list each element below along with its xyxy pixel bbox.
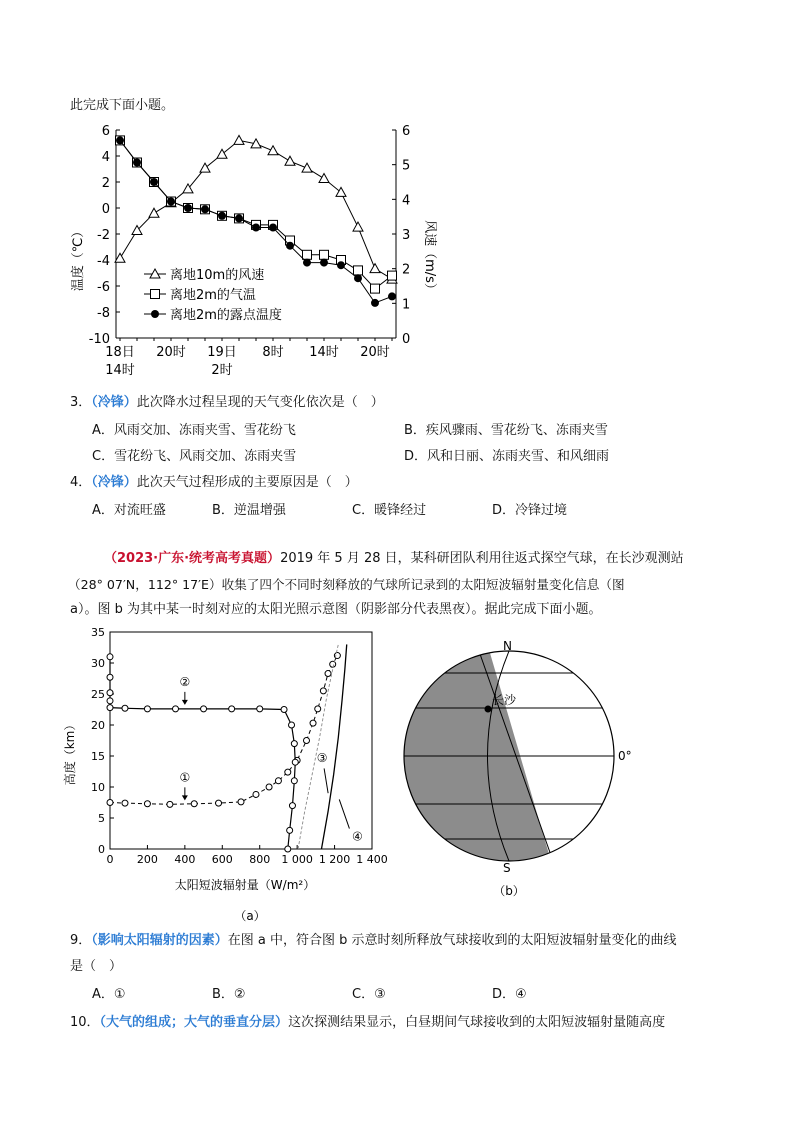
y-tick-label-right: 0 <box>402 332 411 347</box>
label-arrow <box>324 768 328 793</box>
curve-label: ② <box>179 674 191 689</box>
legend-label-temp: 离地2m的气温 <box>170 288 256 303</box>
y-tick-label-left: -10 <box>88 332 110 347</box>
q3-stem: 此次降水过程呈现的天气变化依次是（ ） <box>136 395 384 410</box>
x-tick-label: 400 <box>174 853 196 866</box>
x-tick-label: 20时 <box>360 345 390 360</box>
q4-option-b[interactable]: B．逆温增强 <box>212 503 286 518</box>
label-arrow <box>339 799 349 828</box>
dew-point <box>167 198 175 206</box>
x-tick-label: 1 200 <box>318 853 351 866</box>
y-tick-label: 5 <box>98 812 105 825</box>
globe-north-label: N <box>503 639 512 653</box>
dew-point <box>150 178 158 186</box>
q9-option-d[interactable]: D．④ <box>492 987 527 1002</box>
q9-option-b[interactable]: B．② <box>212 987 246 1002</box>
q10-tag: （大气的组成；大气的垂直分层） <box>99 1015 289 1030</box>
q9-option-c[interactable]: C．③ <box>352 987 386 1002</box>
x-tick-label-sub: 14时 <box>105 363 135 378</box>
dew-point <box>235 214 243 222</box>
curve-① <box>110 656 337 805</box>
x-tick-label: 1 400 <box>356 853 388 866</box>
dew-point <box>252 224 260 232</box>
curve-point <box>144 801 150 807</box>
temp-point <box>371 284 380 293</box>
y-tick-label: 0 <box>98 843 105 856</box>
globe-equator-label: 0° <box>618 749 632 763</box>
night-shading <box>398 636 551 861</box>
q3-tag: （冷锋） <box>91 395 137 410</box>
y-tick-label: 35 <box>91 626 105 639</box>
weather-chart-ylabel-right: 风速（m/s） <box>422 220 437 296</box>
q4-option-c[interactable]: C．暖锋经过 <box>352 503 427 518</box>
dew-point <box>269 224 277 232</box>
intro-line: 此完成下面小题。 <box>70 98 175 113</box>
curve-point <box>304 738 310 744</box>
curve-point <box>330 661 336 667</box>
curve-point <box>191 801 197 807</box>
curve-label: ④ <box>352 829 363 844</box>
curve-point <box>310 720 316 726</box>
curve-point <box>289 803 295 809</box>
curve-point <box>122 800 128 806</box>
q9-number: 9． <box>70 933 92 948</box>
dew-point <box>303 259 311 267</box>
curve-point <box>216 800 222 806</box>
arrow-head-icon <box>182 795 188 800</box>
q4-tag: （冷锋） <box>91 475 137 490</box>
x-tick-label-sub: 2时 <box>211 363 233 378</box>
curve-point <box>122 705 128 711</box>
wind-point <box>285 156 295 165</box>
q3-option-c[interactable]: C．雪花纷飞、风雨交加、冻雨夹雪 <box>92 449 297 464</box>
curve-point <box>253 791 259 797</box>
curve-point <box>173 706 179 712</box>
curve-point <box>201 706 207 712</box>
y-tick-label: 25 <box>91 688 105 701</box>
dew-point <box>337 261 345 269</box>
radiation-chart-ylabel: 高度（km） <box>63 718 77 786</box>
curve-point <box>289 722 295 728</box>
curve-point <box>167 801 173 807</box>
y-tick-label-right: 2 <box>402 262 411 278</box>
dew-point <box>133 159 141 167</box>
q9-stem-line-2: 是（ ） <box>70 959 123 974</box>
curve-point <box>291 778 297 784</box>
curve-point <box>107 654 113 660</box>
curve-point <box>292 759 298 765</box>
x-tick-label: 19日 <box>207 345 237 360</box>
wind-point <box>302 163 312 172</box>
temp-point <box>303 250 312 259</box>
temp-point <box>354 266 363 275</box>
x-tick-label: 20时 <box>156 345 186 360</box>
wind-point <box>268 146 278 155</box>
legend-label-wind: 离地10m的风速 <box>170 268 265 283</box>
y-tick-label-left: -8 <box>97 306 110 321</box>
x-tick-label: 600 <box>211 853 233 866</box>
curve-point <box>334 653 340 659</box>
curve-point <box>107 698 113 704</box>
y-tick-label-right: 4 <box>402 193 411 209</box>
dew-point <box>320 259 328 267</box>
x-tick-label: 800 <box>249 853 271 866</box>
q9-stem: 在图 a 中，符合图 b 示意时刻所释放气球接收到的太阳短波辐射量变化的曲线 <box>227 933 677 948</box>
q3-option-a[interactable]: A．风雨交加、冻雨夹雪、雪花纷飞 <box>92 423 296 438</box>
weather-chart-ylabel-left: 温度（℃） <box>71 224 86 292</box>
q3-option-b[interactable]: B．疾风骤雨、雪花纷飞、冻雨夹雪 <box>404 423 608 438</box>
y-tick-label-left: 6 <box>101 124 110 139</box>
wind-point <box>319 174 329 183</box>
curve-point <box>107 674 113 680</box>
y-tick-label: 20 <box>91 719 105 732</box>
question-9 <box>70 932 677 950</box>
dew-point <box>218 212 226 220</box>
passage-line-3: a）。图 b 为其中某一时刻对应的太阳光照示意图（阴影部分代表黑夜）。据此完成下面小题。 <box>70 602 602 617</box>
filled-circle-marker-icon <box>151 310 159 318</box>
curve-point <box>238 799 244 805</box>
y-tick-label-right: 5 <box>402 158 411 174</box>
passage-line-2: （28° 07′N，112° 17′E）收集了四个不同时刻释放的气球所记录到的太阳短波辐射量变化信息（图 <box>68 577 625 592</box>
weather-chart-legend <box>144 267 282 323</box>
passage-text-1: 2019 年 5 月 28 日，某科研团队利用往返式探空气球，在长沙观测站 <box>280 551 684 566</box>
q4-option-d[interactable]: D．冷锋过境 <box>492 503 568 518</box>
wind-point <box>217 149 227 158</box>
question-3 <box>70 394 384 412</box>
q4-stem: 此次天气过程形成的主要原因是（ ） <box>136 475 358 490</box>
series-line <box>120 140 392 288</box>
radiation-chart-series <box>107 644 347 852</box>
dew-point <box>184 204 192 212</box>
y-tick-label-right: 6 <box>402 124 411 139</box>
arrow-head-icon <box>182 700 188 705</box>
passage-source: （2023·广东·统考高考真题） <box>104 551 281 566</box>
q4-option-a[interactable]: A．对流旺盛 <box>92 503 166 518</box>
globe-south-label: S <box>503 861 511 875</box>
curve-point <box>275 778 281 784</box>
temp-point <box>388 271 397 280</box>
curve-point <box>107 800 113 806</box>
weather-chart <box>60 118 440 380</box>
legend-temp <box>144 287 256 303</box>
y-tick-label: 10 <box>91 781 105 794</box>
y-tick-label-left: 4 <box>101 150 110 165</box>
x-tick-label: 8时 <box>262 345 284 360</box>
curve-point <box>285 846 291 852</box>
dew-point <box>371 299 379 307</box>
curve-point <box>285 769 291 775</box>
q3-option-d[interactable]: D．风和日丽、冻雨夹雪、和风细雨 <box>404 449 610 464</box>
curve-point <box>287 827 293 833</box>
y-tick-label-right: 3 <box>402 228 411 243</box>
wind-point <box>200 163 210 172</box>
changsha-point-icon <box>485 706 492 713</box>
curve-point <box>107 705 113 711</box>
wind-point <box>353 222 363 231</box>
curve-label: ① <box>179 770 191 785</box>
dew-point <box>354 274 362 282</box>
curve-point <box>144 706 150 712</box>
q3-number: 3． <box>70 395 92 410</box>
sunlight-globe-diagram <box>398 636 648 900</box>
dew-point <box>201 205 209 213</box>
curve-point <box>257 706 263 712</box>
q9-option-a[interactable]: A．① <box>92 987 126 1002</box>
legend-dew <box>144 307 282 323</box>
y-tick-label-left: -2 <box>97 228 110 243</box>
series-line <box>120 140 392 279</box>
curve-point <box>107 690 113 696</box>
curve-point <box>266 784 272 790</box>
globe-city-label: 长沙 <box>492 693 517 707</box>
y-tick-label-left: -6 <box>97 280 110 295</box>
curve-② <box>110 657 295 849</box>
curve-point <box>281 707 287 713</box>
q4-number: 4． <box>70 475 92 490</box>
curve-point <box>315 706 321 712</box>
y-tick-label-left: 0 <box>101 202 110 217</box>
x-tick-label: 0 <box>106 853 114 866</box>
y-tick-label-right: 1 <box>402 297 411 313</box>
x-tick-label: 1 000 <box>281 853 313 866</box>
curve-point <box>291 741 297 747</box>
dew-point <box>388 292 396 300</box>
question-10 <box>70 1014 665 1032</box>
q10-stem: 这次探测结果显示，白昼期间气球接收到的太阳短波辐射量随高度 <box>288 1015 666 1030</box>
wind-point <box>149 208 159 217</box>
y-tick-label-left: 2 <box>101 176 110 191</box>
square-marker-icon <box>151 290 160 299</box>
legend-label-dew: 离地2m的露点温度 <box>170 308 282 323</box>
curve-point <box>229 706 235 712</box>
temp-point <box>320 250 329 259</box>
curve-point <box>325 671 331 677</box>
wind-point <box>370 264 380 273</box>
wind-point <box>234 135 244 144</box>
curve-label: ③ <box>316 751 328 766</box>
radiation-chart-caption: （a） <box>234 909 266 923</box>
radiation-chart-xlabel: 太阳短波辐射量（W/m²） <box>174 878 316 892</box>
passage-line-1 <box>104 550 684 568</box>
y-tick-label: 15 <box>91 750 105 763</box>
y-tick-label: 30 <box>91 657 105 670</box>
q10-number: 10． <box>70 1015 100 1030</box>
q9-tag: （影响太阳辐射的因素） <box>91 933 228 948</box>
wind-point <box>336 187 346 196</box>
radiation-chart <box>60 624 390 924</box>
question-4 <box>70 474 358 492</box>
dew-point <box>286 242 294 250</box>
curve-point <box>320 688 326 694</box>
legend-wind <box>144 267 264 283</box>
x-tick-label: 200 <box>136 853 158 866</box>
x-tick-label: 18日 <box>105 345 135 360</box>
dew-point <box>116 136 124 144</box>
globe-caption: （b） <box>493 884 525 898</box>
radiation-chart-axes <box>91 626 388 866</box>
x-tick-label: 14时 <box>309 345 339 360</box>
y-tick-label-left: -4 <box>97 254 110 269</box>
